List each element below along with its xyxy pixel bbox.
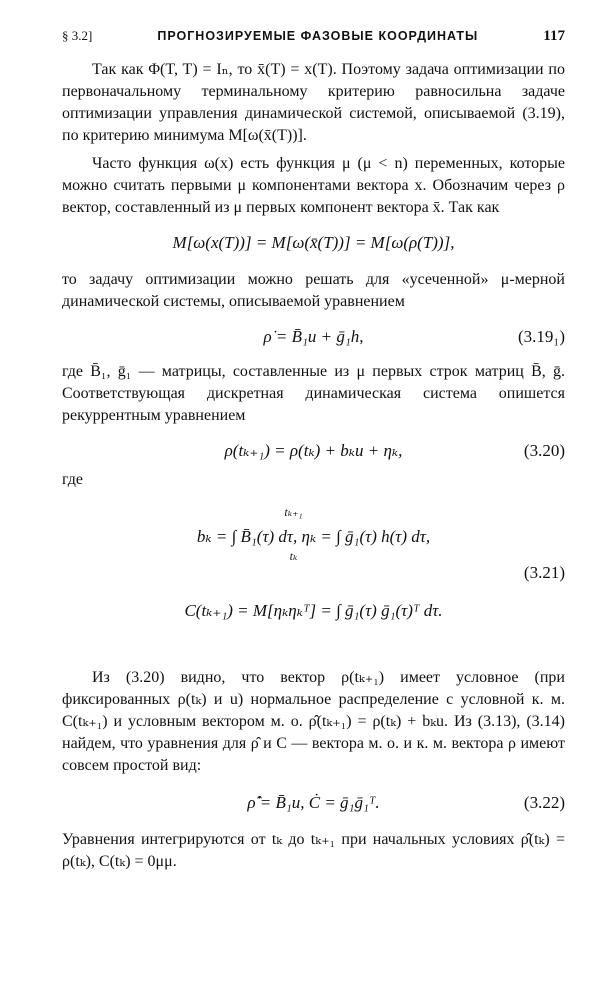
running-title: ПРОГНОЗИРУЕМЫЕ ФАЗОВЫЕ КООРДИНАТЫ	[157, 29, 479, 43]
equation-3-21-line-2: C(tₖ₊₁) = M[ηₖηₖᵀ] = ∫ ḡ₁(τ) ḡ₁(τ)ᵀ dτ.	[184, 601, 443, 620]
paragraph-1: Так как Φ(T, T) = Iₙ, то x̄(T) = x(T). Поэтому задача оптимизации по первоначальному терминальному критерию равносильна задаче оптимизации управления динамической системой, описываемой (3.19), по критерию минимума M[ω(x̄(T))].	[62, 61, 565, 144]
equation-m-omega-text: M[ω(x(T))] = M[ω(x̄(T))] = M[ω(ρ(T))],	[172, 233, 455, 252]
integral-lower-limit: tₖ	[289, 549, 298, 563]
equation-3-19-1-text: ρ̇ = B̄₁u + ḡ₁h,	[263, 327, 364, 346]
equation-number-3-19-1: (3.19₁)	[518, 327, 565, 346]
paragraph-5: где	[62, 471, 84, 488]
equation-number-3-22: (3.22)	[523, 793, 565, 812]
equation-3-20-text: ρ(tₖ₊₁) = ρ(tₖ) + bₖu + ηₖ,	[224, 441, 403, 460]
running-header	[62, 28, 565, 45]
paragraph-3: то задачу оптимизации можно решать для «усеченной» μ-мерной динамической системы, описываемой уравнением	[62, 271, 565, 310]
paragraph-2: Часто функция ω(x) есть функция μ (μ < n) переменных, которые можно считать первыми μ компонентами вектора x. Обозначим через ρ вектор, составленный из μ первых компонент вектора x̄. Так как	[62, 155, 565, 216]
equation-number-3-20: (3.20)	[523, 441, 565, 460]
equation-3-21	[62, 497, 565, 657]
integral-upper-limit: tₖ₊₁	[284, 505, 303, 519]
equation-3-20	[62, 441, 565, 461]
paragraph-6: Из (3.20) видно, что вектор ρ(tₖ₊₁) имеет условное (при фиксированных ρ(tₖ) и u) нормальное распределение с условной к. м. C(tₖ₊₁) и условным вектором м. о. ρ̂(tₖ₊₁) = ρ(tₖ) + bₖu. Из (3.13), (3.14) найдем, что уравнения для ρ̂ и C — вектора м. о. и к. м. вектора ρ имеют совсем простой вид:	[62, 669, 565, 774]
page-number: 117	[543, 28, 565, 44]
equation-3-21-line-1: bₖ = ∫ B̄₁(τ) dτ, ηₖ = ∫ ḡ₁(τ) h(τ) dτ,	[196, 527, 431, 546]
equation-3-22	[62, 793, 565, 813]
equation-3-22-text: ρ̂̇ = B̄₁u, Ċ = ḡ₁ḡ₁ᵀ.	[247, 793, 380, 812]
section-ref: § 3.2]	[62, 28, 93, 43]
paragraph-4: где B̄₁, ḡ₁ — матрицы, составленные из μ первых строк матриц B̄, ḡ. Соответствующая дискретная динамическая система опишется рекуррентным уравнением	[62, 363, 565, 424]
equation-m-omega	[62, 233, 565, 253]
paragraph-7: Уравнения интегрируются от tₖ до tₖ₊₁ при начальных условиях ρ̂(tₖ) = ρ(tₖ), C(tₖ) = 0μμ.	[62, 831, 565, 870]
equation-number-3-21: (3.21)	[523, 563, 565, 582]
equation-3-19-1	[62, 327, 565, 347]
